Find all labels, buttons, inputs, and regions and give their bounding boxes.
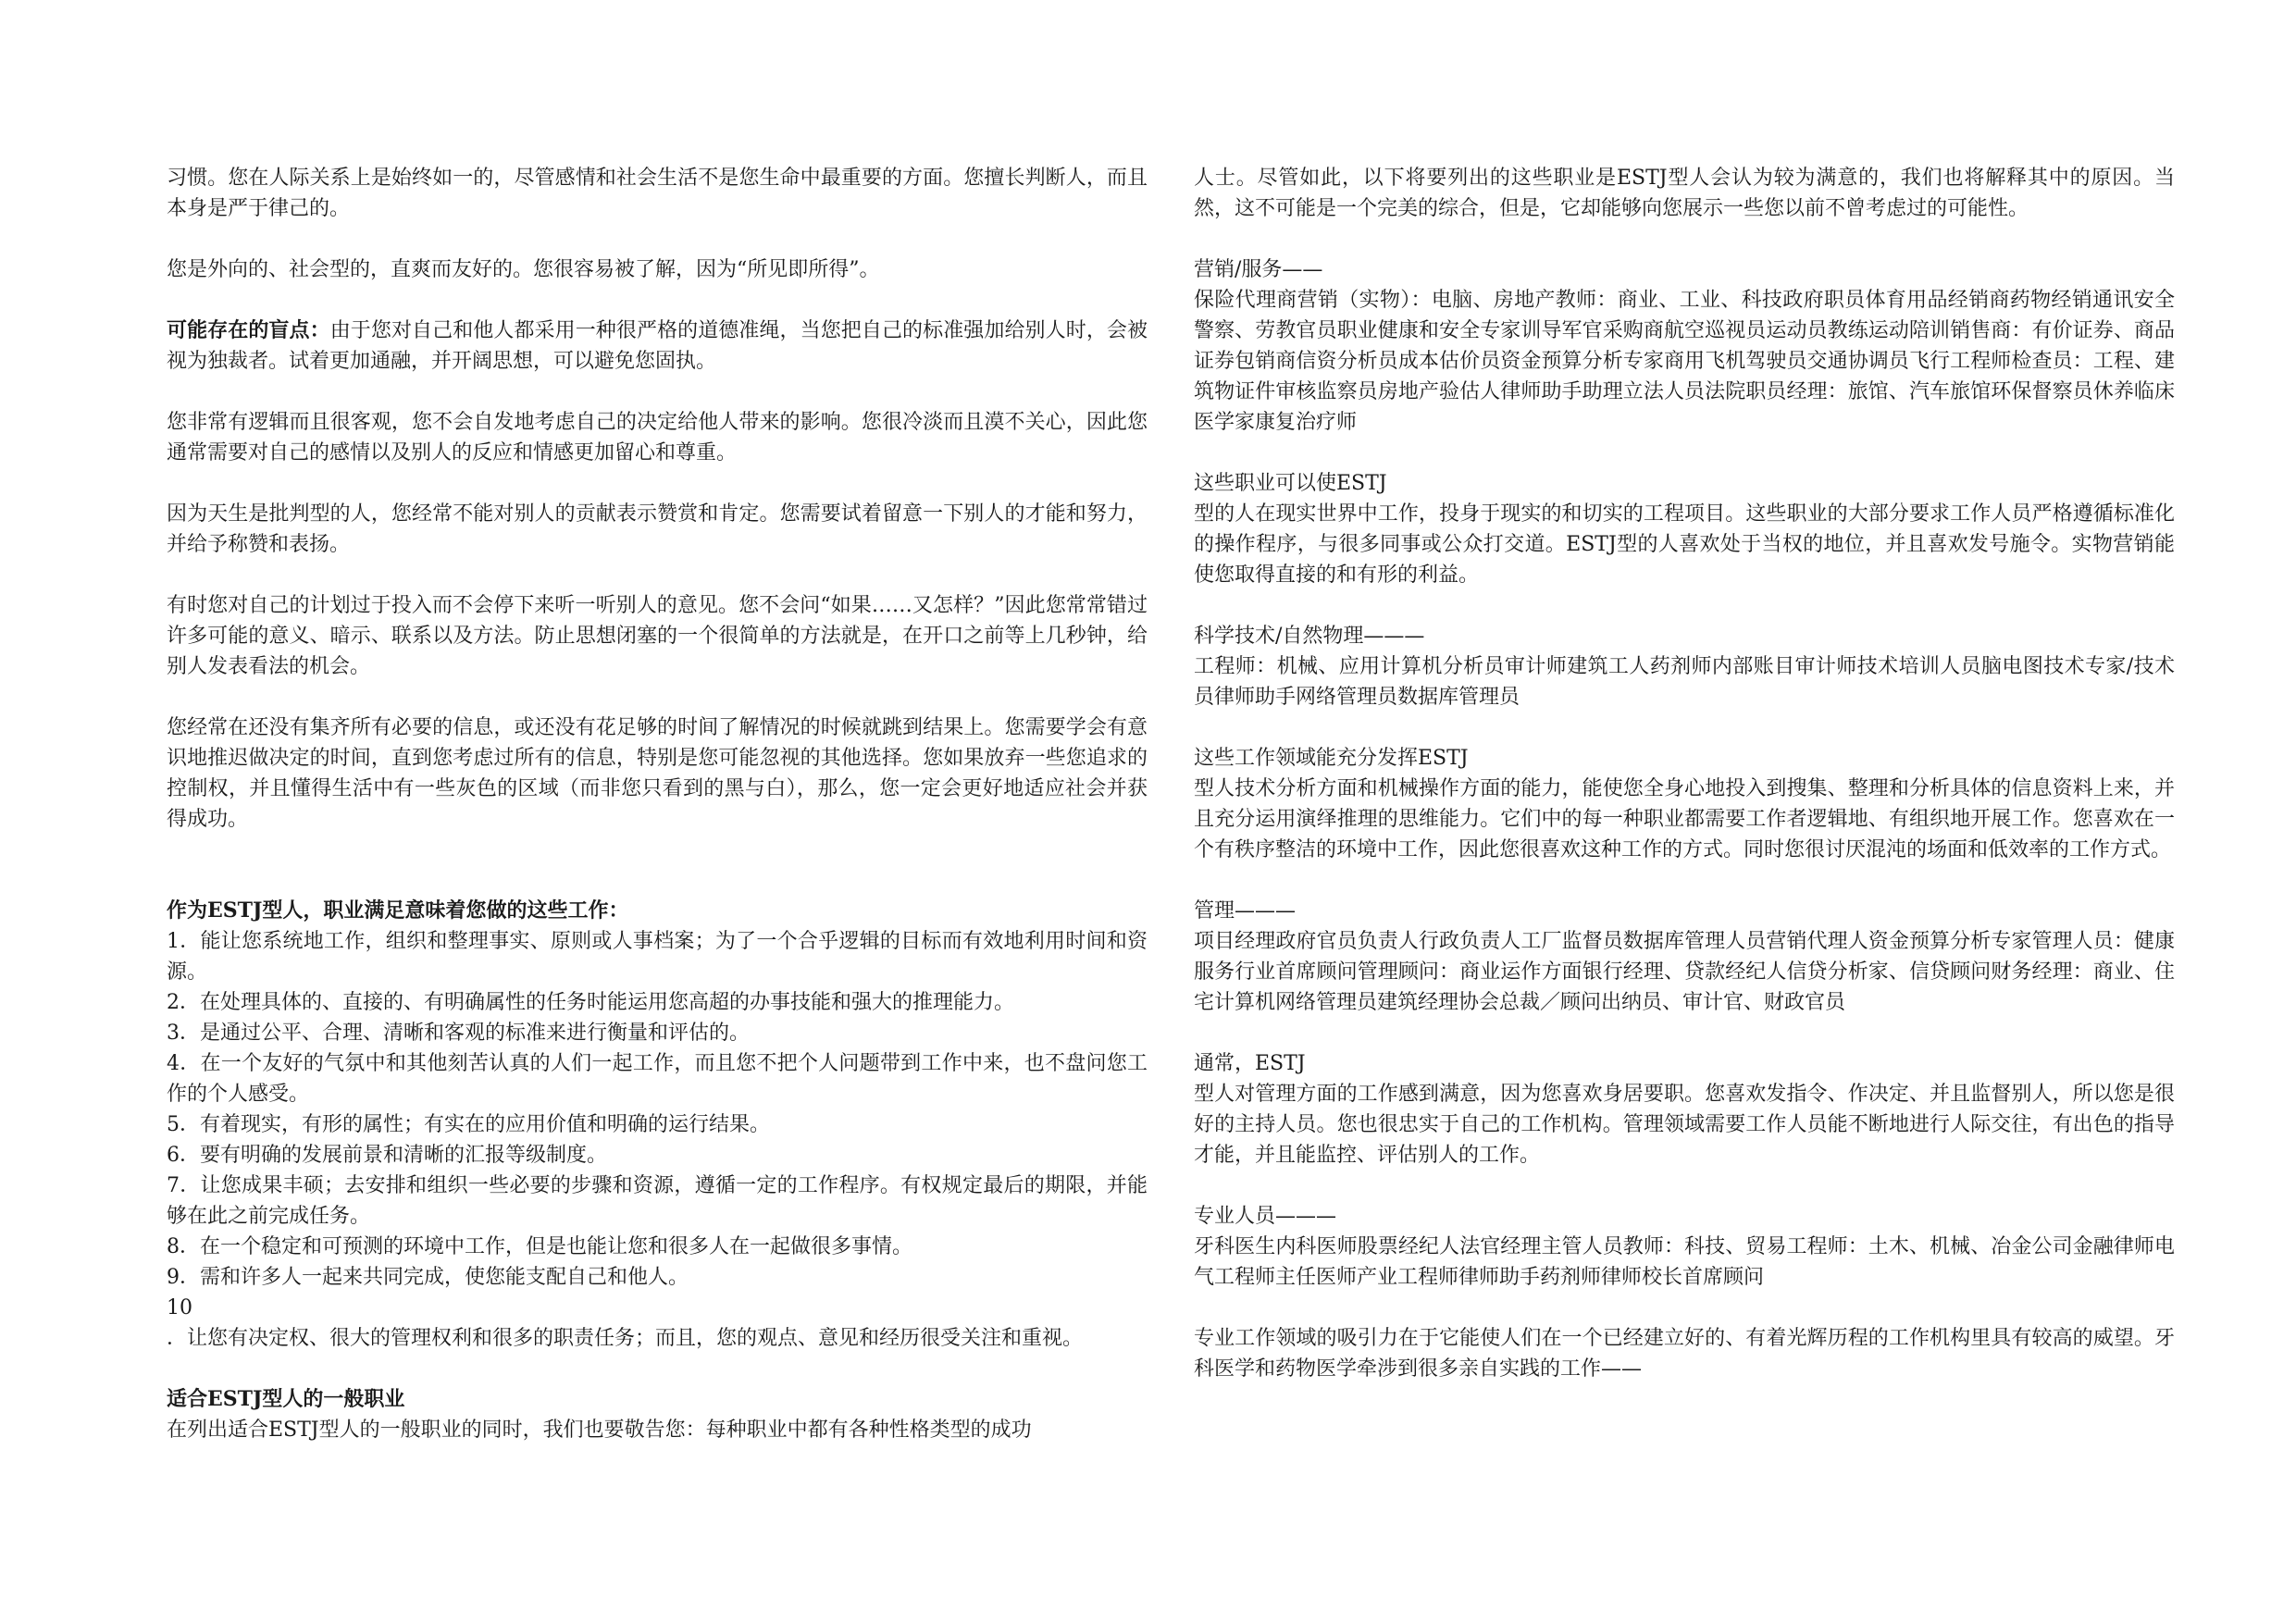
satisfaction-heading-text: 作为ESTJ型人，职业满足意味着您做的这些工作： bbox=[167, 898, 629, 923]
list-item: 7．让您成果丰硕；去安排和组织一些必要的步骤和资源，遵循一定的工作程序。有权规定最后的期限，并能够在此之前完成任务。 bbox=[167, 1174, 1148, 1228]
list-item: ．让您有决定权、很大的管理权利和很多的职责任务；而且，您的观点、意见和经历很受关注和重视。 bbox=[167, 1327, 1084, 1350]
right-column bbox=[1194, 163, 2175, 1384]
general-careers-heading bbox=[167, 1384, 1148, 1415]
career-list: 工程师：机械、应用计算机分析员审计师建筑工人药剂师内部账目审计师技术培训人员脑电图技术专家/技术员律师助手网络管理员数据库管理员 bbox=[1194, 655, 2175, 709]
list-item: 5．有着现实，有形的属性；有实在的应用价值和明确的运行结果。 bbox=[167, 1113, 770, 1136]
paragraph: 您是外向的、社会型的，直爽而友好的。您很容易被了解，因为“所见即所得”。 bbox=[167, 258, 880, 281]
paragraph: 在列出适合ESTJ型人的一般职业的同时，我们也要敬告您：每种职业中都有各种性格类型的成功 bbox=[167, 1419, 1032, 1442]
list-item: 4．在一个友好的气氛中和其他刻苦认真的人们一起工作，而且您不把个人问题带到工作中来，也不盘问您工作的个人感受。 bbox=[167, 1052, 1148, 1106]
general-careers-heading-text: 适合ESTJ型人的一般职业 bbox=[167, 1387, 405, 1411]
paragraph: 您经常在还没有集齐所有必要的信息，或还没有花足够的时间了解情况的时候就跳到结果上。您需要学会有意识地推迟做决定的时间，直到您考虑过所有的信息，特别是您可能忽视的其他选择。您如果放弃一些您追求的控制权，并且懂得生活中有一些灰色的区域（而非您只看到的黑与白），那么，您一定会更好地适应社会并获得成功。 bbox=[167, 716, 1148, 831]
section-note: 专业工作领域的吸引力在于它能使人们在一个已经建立好的、有着光辉历程的工作机构里具有较高的威望。牙科医学和药物医学牵涉到很多亲自实践的工作—— bbox=[1194, 1327, 2175, 1381]
list-item: 1．能让您系统地工作，组织和整理事实、原则或人事档案；为了一个合乎逻辑的目标而有效地利用时间和资源。 bbox=[167, 930, 1148, 984]
section-title: 科学技术/自然物理——— bbox=[1194, 625, 1425, 648]
section-title: 专业人员——— bbox=[1194, 1205, 1337, 1228]
list-item: 3．是通过公平、合理、清晰和客观的标准来进行衡量和评估的。 bbox=[167, 1022, 750, 1045]
career-list: 牙科医生内科医师股票经纪人法官经理主管人员教师：科技、贸易工程师：土木、机械、冶金公司金融律师电气工程师主任医师产业工程师律师助手药剂师律师校长首席顾问 bbox=[1194, 1235, 2175, 1289]
blind-spot-paragraph bbox=[167, 316, 1148, 377]
blind-spot-label: 可能存在的盲点： bbox=[167, 318, 330, 342]
section-note: 型的人在现实世界中工作，投身于现实的和切实的工程项目。这些职业的大部分要求工作人员严格遵循标准化的操作程序，与很多同事或公众打交道。ESTJ型的人喜欢处于当权的地位，并且喜欢发号施令。实物营销能使您取得直接的和有形的利益。 bbox=[1194, 502, 2175, 587]
career-list: 保险代理商营销（实物）：电脑、房地产教师：商业、工业、科技政府职员体育用品经销商药物经销通讯安全警察、劳教官员职业健康和安全专家训导军官采购商航空巡视员运动员教练运动陪训销售商：有价证券、商品证券包销商信资分析员成本估价员资金预算分析专家商用飞机驾驶员交通协调员飞行工程师检查员：工程、建筑物证件审核监察员房地产验估人律师助手助理立法人员法院职员经理：旅馆、汽车旅馆环保督察员休养临床医学家康复治疗师 bbox=[1194, 289, 2175, 434]
section-title: 营销/服务—— bbox=[1194, 258, 1323, 281]
section-note: 型人对管理方面的工作感到满意，因为您喜欢身居要职。您喜欢发指令、作决定、并且监督别人，所以您是很好的主持人员。您也很忠实于自己的工作机构。管理领域需要工作人员能不断地进行人际交往，有出色的指导才能，并且能监控、评估别人的工作。 bbox=[1194, 1083, 2175, 1167]
section-note-title: 通常，ESTJ bbox=[1194, 1052, 1306, 1075]
section-note: 型人技术分析方面和机械操作方面的能力，能使您全身心地投入到搜集、整理和分析具体的信息资料上来，并且充分运用演绎推理的思维能力。它们中的每一种职业都需要工作者逻辑地、有组织地开展工作。您喜欢在一个有秩序整洁的环境中工作，因此您很喜欢这种工作的方式。同时您很讨厌混沌的场面和低效率的工作方式。 bbox=[1194, 777, 2175, 861]
section-title: 管理——— bbox=[1194, 899, 1297, 923]
section-note-title: 这些职业可以使ESTJ bbox=[1194, 472, 1387, 495]
satisfaction-heading bbox=[167, 896, 1148, 926]
career-list: 项目经理政府官员负责人行政负责人工厂监督员数据库管理人员营销代理人资金预算分析专家管理人员：健康服务行业首席顾问管理顾问：商业运作方面银行经理、贷款经纪人信贷分析家、信贷顾问财务经理：商业、住宅计算机网络管理员建筑经理协会总裁／顾问出纳员、审计官、财政官员 bbox=[1194, 930, 2175, 1014]
list-item: 2．在处理具体的、直接的、有明确属性的任务时能运用您高超的办事技能和强大的推理能力。 bbox=[167, 991, 1015, 1014]
list-item: 6．要有明确的发展前景和清晰的汇报等级制度。 bbox=[167, 1144, 607, 1167]
list-item-number: 10 bbox=[167, 1296, 192, 1319]
list-item: 9．需和许多人一起来共同完成，使您能支配自己和他人。 bbox=[167, 1266, 689, 1289]
list-item: 8．在一个稳定和可预测的环境中工作，但是也能让您和很多人在一起做很多事情。 bbox=[167, 1235, 912, 1258]
paragraph: 因为天生是批判型的人，您经常不能对别人的贡献表示赞赏和肯定。您需要试着留意一下别人的才能和努力，并给予称赞和表扬。 bbox=[167, 502, 1148, 556]
paragraph: 习惯。您在人际关系上是始终如一的，尽管感情和社会生活不是您生命中最重要的方面。您擅长判断人，而且本身是严于律己的。 bbox=[167, 167, 1148, 220]
blind-spot-text: 由于您对自己和他人都采用一种很严格的道德准绳，当您把自己的标准强加给别人时，会被视为独裁者。试着更加通融，并开阔思想，可以避免您固执。 bbox=[167, 319, 1148, 373]
paragraph: 有时您对自己的计划过于投入而不会停下来听一听别人的意见。您不会问“如果……又怎样？”因此您常常错过许多可能的意义、暗示、联系以及方法。防止思想闭塞的一个很简单的方法就是，在开口之前等上几秒钟，给别人发表看法的机会。 bbox=[167, 594, 1148, 678]
left-column bbox=[167, 163, 1148, 1445]
paragraph: 人士。尽管如此，以下将要列出的这些职业是ESTJ型人会认为较为满意的，我们也将解释其中的原因。当然，这不可能是一个完美的综合，但是，它却能够向您展示一些您以前不曾考虑过的可能性。 bbox=[1194, 167, 2175, 220]
section-note-title: 这些工作领域能充分发挥ESTJ bbox=[1194, 747, 1469, 770]
paragraph: 您非常有逻辑而且很客观，您不会自发地考虑自己的决定给他人带来的影响。您很冷淡而且漠不关心，因此您通常需要对自己的感情以及别人的反应和情感更加留心和尊重。 bbox=[167, 411, 1148, 465]
